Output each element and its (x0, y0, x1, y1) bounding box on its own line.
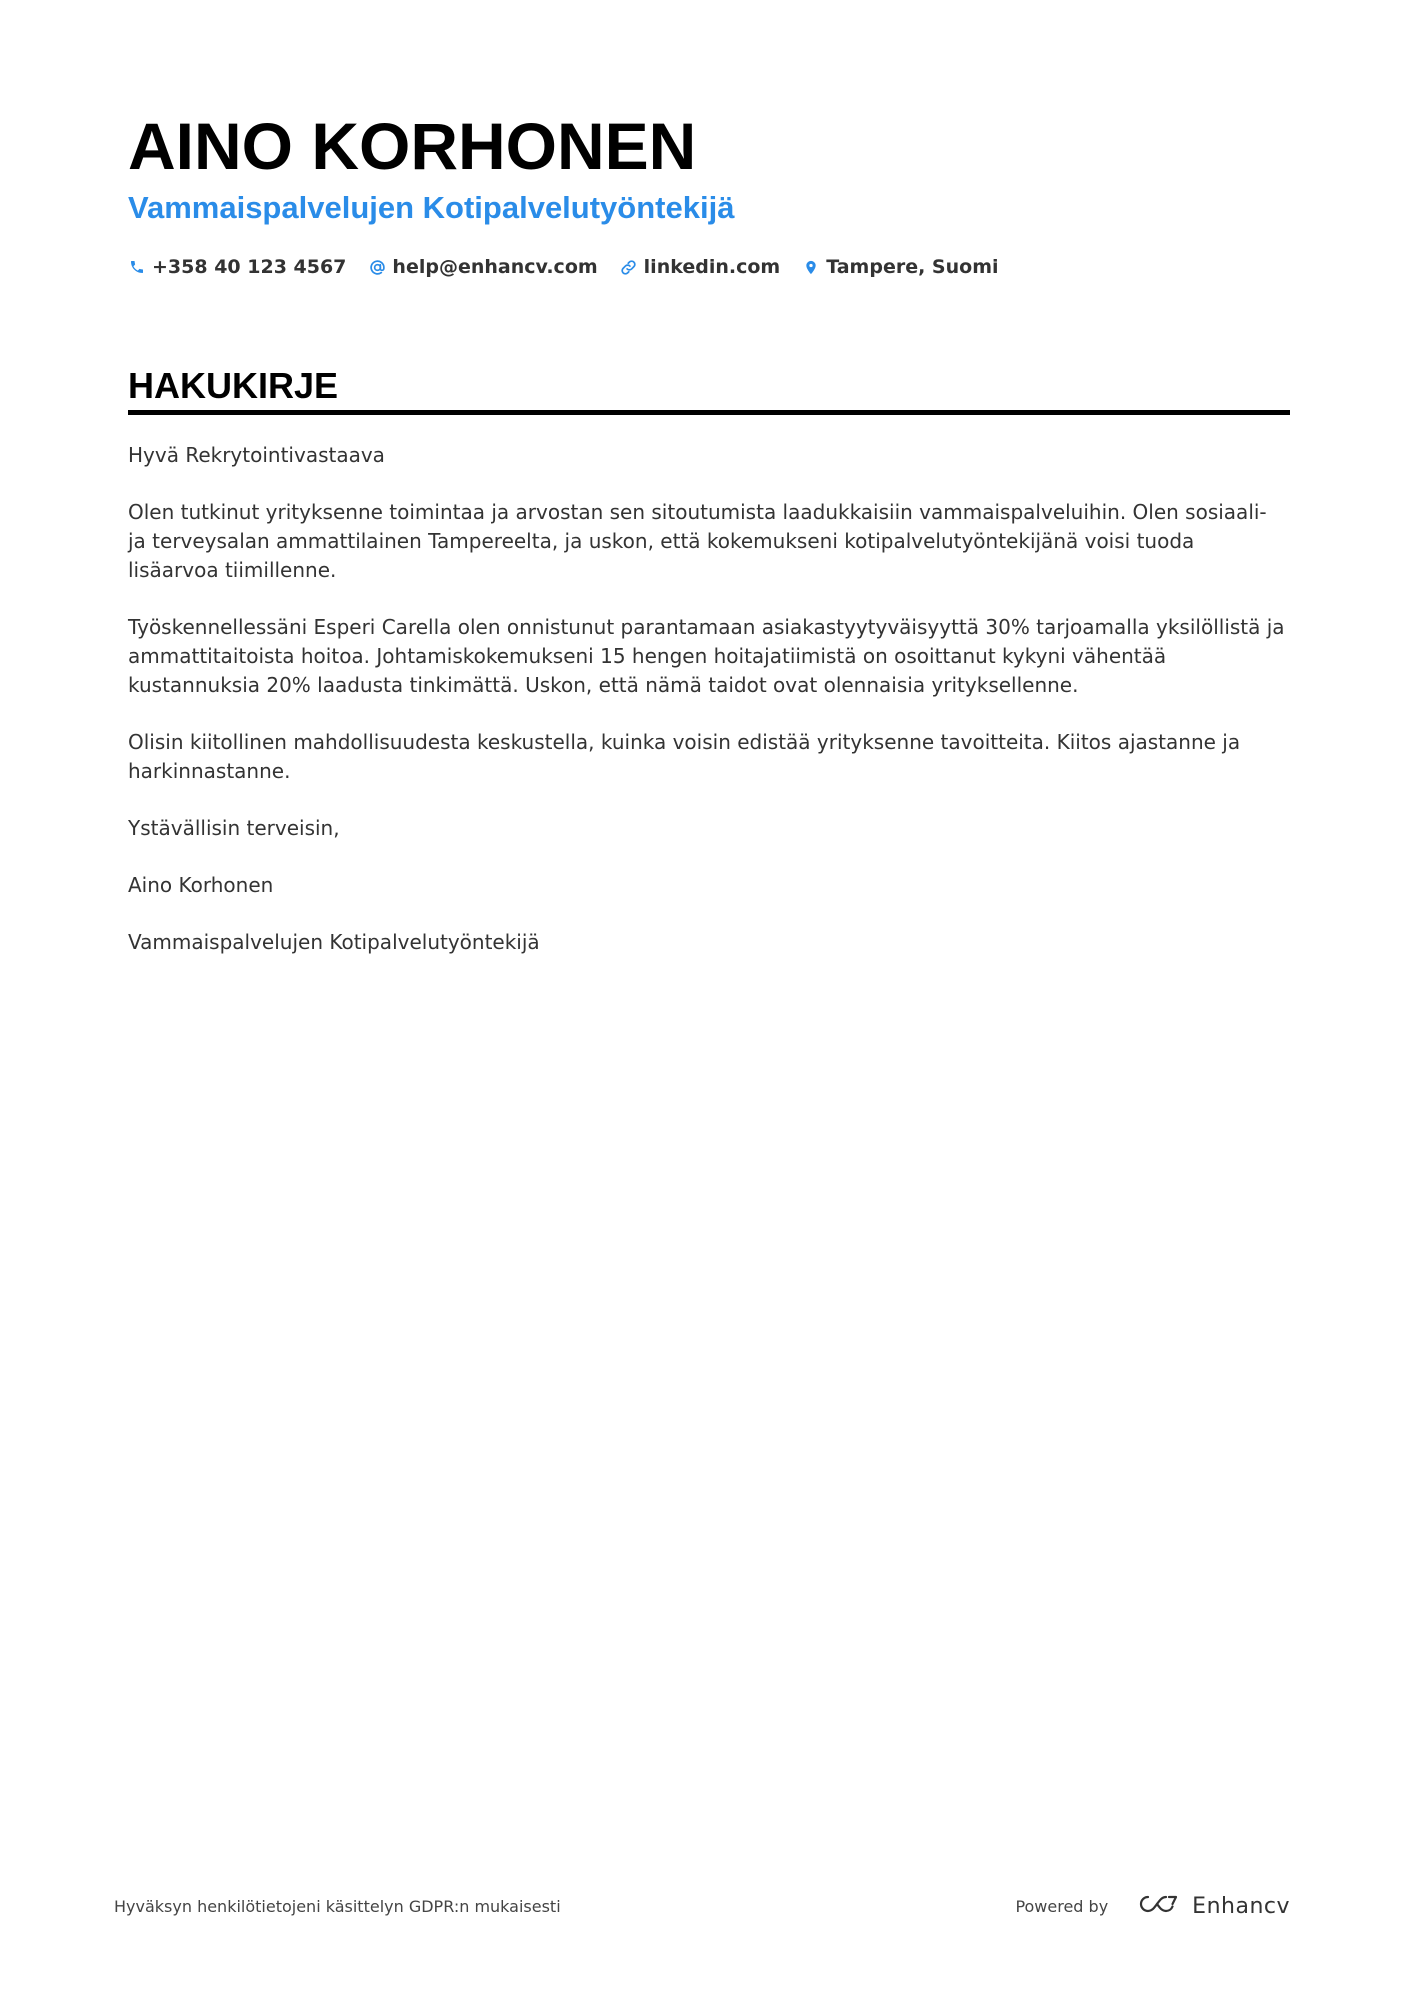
cover-letter-section (128, 364, 1290, 985)
header (128, 108, 1290, 282)
letter-body (128, 441, 1290, 957)
powered-by[interactable] (1015, 1892, 1290, 1921)
letter-paragraph: Työskennellessäni Esperi Carella olen onnistunut parantamaan asiakastyytyväisyyttä 30% tarjoamalla yksilöllistä ja ammattitaitoista hoitoa. Johtamiskokemukseni 15 hengen hoitajatiimistä on osoittanut kykyni vähentää kustannuksia 20% laadusta tinkimättä. Uskon, että nämä taidot ovat olennaisia yrityksellenne. (128, 615, 1285, 697)
brand-logo[interactable] (1134, 1892, 1290, 1921)
candidate-name: AINO KORHONEN (128, 109, 697, 183)
letter-closing: Ystävällisin terveisin, (128, 816, 340, 840)
location-pin-icon (802, 258, 820, 276)
phone-icon (128, 258, 146, 276)
letter-paragraph: Olisin kiitollinen mahdollisuudesta keskustella, kuinka voisin edistää yrityksenne tavoitteita. Kiitos ajastanne ja harkinnastanne. (128, 730, 1241, 783)
section-divider (128, 410, 1290, 415)
contact-row (128, 252, 1290, 282)
phone-number: +358 40 123 4567 (152, 256, 347, 278)
link-icon (620, 258, 638, 276)
email-address: help@enhancv.com (392, 256, 598, 278)
enhancv-logo-icon (1134, 1892, 1180, 1921)
section-title: HAKUKIRJE (128, 365, 339, 406)
brand-name: Enhancv (1192, 1893, 1290, 1919)
letter-paragraph: Olen tutkinut yrityksenne toimintaa ja arvostan sen sitoutumista laadukkaisiin vammaispalveluihin. Olen sosiaali- ja terveysalan ammattilainen Tampereelta, ja uskon, että kokemukseni kotipalvelutyöntekijänä voisi tuoda lisäarvoa tiimillenne. (128, 500, 1267, 582)
contact-linkedin (620, 255, 781, 279)
job-title: Vammaispalvelujen Kotipalvelutyöntekijä (128, 190, 735, 225)
contact-phone (128, 255, 346, 279)
gdpr-consent-text: Hyväksyn henkilötietojeni käsittelyn GDPR:n mukaisesti (114, 1896, 561, 1916)
letter-salutation: Hyvä Rekrytointivastaava (128, 443, 385, 467)
contact-location (802, 255, 998, 279)
footer (114, 1886, 1290, 1926)
location: Tampere, Suomi (826, 256, 999, 278)
powered-by-label: Powered by (1015, 1896, 1109, 1916)
signature-name: Aino Korhonen (128, 873, 274, 897)
contact-email (368, 255, 597, 279)
at-sign-icon (368, 258, 386, 276)
signature-title: Vammaispalvelujen Kotipalvelutyöntekijä (128, 930, 540, 954)
linkedin-url: linkedin.com (643, 256, 781, 278)
